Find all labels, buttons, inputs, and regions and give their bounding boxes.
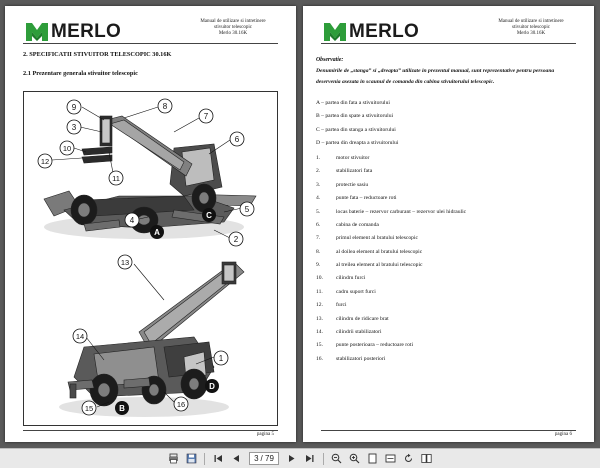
callout-1	[214, 351, 228, 365]
position-item: D – partea din dreapta a stivuitorului	[316, 139, 399, 146]
list-item-label: punte posterioara – reductoare roti	[336, 342, 414, 349]
callout-number: 14	[75, 332, 85, 341]
header-line: Merlo 30.16K	[516, 31, 546, 36]
telehandler-illustration	[24, 92, 279, 427]
zoom-in-icon[interactable]	[349, 453, 361, 465]
page-number-field[interactable]	[249, 452, 279, 465]
callout-6	[230, 132, 244, 146]
callout-number: 13	[120, 258, 130, 267]
list-item-label: furci	[336, 302, 347, 309]
callout-letter: C	[206, 211, 212, 220]
print-icon[interactable]	[167, 453, 179, 465]
telehandler-figure	[23, 91, 278, 426]
list-item-label: cilindru furci	[336, 275, 366, 282]
telehandler-top-view	[44, 116, 256, 239]
save-icon[interactable]	[185, 453, 197, 465]
header-line: Manual de utilizare si intretinere	[200, 19, 266, 24]
header-line: Merlo 30.16K	[218, 31, 248, 36]
page-number: pagina 6	[554, 432, 572, 437]
brand-name: MERLO	[51, 21, 122, 42]
first-page-icon[interactable]	[212, 453, 224, 465]
list-item-number: 9.	[316, 262, 321, 268]
subsection-title: 2.1 Prezentare generala stivuitor telescopic	[23, 70, 138, 77]
list-item	[316, 182, 466, 195]
next-page-icon[interactable]	[286, 453, 298, 465]
merlo-logo-icon	[25, 22, 49, 42]
list-item-label: stabilizatori fata	[336, 168, 373, 175]
list-item-number: 16.	[316, 355, 323, 362]
list-item-number: 7.	[316, 235, 321, 242]
list-item	[316, 235, 466, 248]
callout-letter: A	[154, 228, 160, 237]
list-item-number: 6.	[316, 221, 321, 228]
dual-page-icon[interactable]	[421, 453, 433, 465]
merlo-logo	[323, 21, 419, 43]
letter-d-badge	[205, 379, 219, 393]
list-item-number: 4.	[316, 195, 321, 202]
total-pages: / 79	[260, 454, 274, 463]
toolbar-divider	[323, 453, 324, 465]
header-line: stivuitor telescopic	[512, 25, 550, 30]
callout-letter: D	[209, 382, 215, 391]
list-item	[316, 302, 466, 315]
callout-number: 6	[234, 135, 240, 144]
callout-number: 1	[218, 354, 224, 363]
callout-5	[240, 202, 254, 216]
callout-11	[109, 171, 123, 185]
list-item-label: cilindru de ridicare brat	[336, 315, 389, 322]
list-item-label: motor stivuitor	[336, 155, 370, 161]
list-item-label: stabilizatori posteriori	[336, 355, 386, 362]
list-item-number: 2.	[316, 168, 321, 175]
callout-13	[118, 255, 132, 269]
callout-15	[82, 401, 96, 415]
list-item	[316, 168, 466, 181]
rotate-icon[interactable]	[403, 453, 415, 465]
merlo-logo	[25, 21, 121, 43]
list-item	[316, 222, 466, 235]
prev-page-icon[interactable]	[230, 453, 242, 465]
header-divider	[23, 43, 278, 44]
list-item-number: 13.	[316, 315, 323, 322]
list-item-label: cadru suport furci	[336, 288, 376, 295]
list-item-label: al doilea element al bratului telescopic	[336, 248, 423, 255]
list-item	[316, 275, 466, 288]
callout-number: 15	[84, 404, 94, 413]
list-item-number: 8.	[316, 248, 321, 255]
current-page-input[interactable]: 3	[254, 454, 259, 463]
callout-number: 4	[129, 216, 135, 225]
callout-10	[60, 141, 74, 155]
list-item-number: 3.	[316, 181, 321, 188]
list-item-number: 5.	[316, 208, 321, 215]
fit-width-icon[interactable]	[385, 453, 397, 465]
toolbar-divider	[204, 453, 205, 465]
merlo-logo-icon	[323, 22, 347, 42]
section-title: 2. SPECIFICATII STIVUITOR TELESCOPIC 30.16K	[23, 51, 172, 58]
list-item-number: 10.	[316, 275, 323, 282]
list-item-number: 1.	[316, 155, 321, 161]
callout-16	[174, 397, 188, 411]
page-number: pagina 5	[256, 432, 274, 437]
list-item-label: cilindrii stabilizatori	[336, 328, 382, 335]
list-item-label: punte fata – reductoare roti	[336, 195, 397, 202]
list-item	[316, 289, 466, 302]
callout-number: 10	[62, 144, 72, 153]
list-item-number: 11.	[316, 288, 323, 295]
header-divider	[321, 43, 576, 44]
fit-page-icon[interactable]	[367, 453, 379, 465]
page-left	[5, 6, 296, 442]
list-item-number: 14.	[316, 328, 323, 335]
callout-3	[67, 120, 81, 134]
list-item	[316, 249, 466, 262]
letter-c-badge	[202, 208, 216, 222]
list-item-label: protectie sasiu	[336, 181, 369, 188]
header-line: stivuitor telescopic	[214, 25, 252, 30]
page-header-info	[188, 19, 278, 37]
letter-a-badge	[150, 225, 164, 239]
list-item-label: al treilea element al bratului telescopic	[336, 262, 423, 268]
observation-title: Observatie:	[316, 57, 344, 63]
footer-divider	[23, 430, 278, 431]
observation-text: Denumirile de „stanga” si „dreapta” utilizate in prezentul manual, sunt reprezentative pentru persoana deservenia asezata in scaunul de comanda din cabina stivuitorului telescopic.	[316, 68, 555, 85]
callout-4	[125, 213, 139, 227]
list-item	[316, 209, 466, 222]
callout-2	[229, 232, 243, 246]
list-item	[316, 262, 466, 275]
callout-number: 3	[71, 123, 77, 132]
callout-letter: B	[119, 404, 125, 413]
callout-8	[158, 99, 172, 113]
list-item-number: 15.	[316, 342, 323, 349]
page-right	[303, 6, 594, 442]
list-item	[316, 342, 466, 355]
callout-9	[67, 100, 81, 114]
position-item: A – partea din fata a stivuitorului	[316, 100, 390, 106]
position-list	[316, 100, 398, 153]
callout-number: 16	[176, 400, 186, 409]
list-item-label: primul element al bratului telescopic	[336, 235, 419, 242]
list-item	[316, 356, 466, 369]
last-page-icon[interactable]	[304, 453, 316, 465]
list-item	[316, 329, 466, 342]
component-list	[316, 155, 466, 369]
callout-number: 12	[40, 157, 50, 166]
brand-name: MERLO	[349, 21, 420, 42]
list-item	[316, 195, 466, 208]
position-item: B – partea din spate a stivuitorului	[316, 113, 394, 120]
list-item-label: cabina de comanda	[336, 221, 379, 228]
viewer-toolbar	[0, 448, 600, 468]
position-item: C – partea din stanga a stivuitorului	[316, 126, 396, 133]
list-item-number: 12.	[316, 302, 323, 309]
callout-number: 5	[244, 205, 250, 214]
callout-14	[73, 329, 87, 343]
list-item	[316, 155, 466, 168]
list-item-label: locas baterie – rezervor carburant – rezervor ulei hidraulic	[336, 208, 467, 215]
zoom-out-icon[interactable]	[331, 453, 343, 465]
footer-divider	[321, 430, 576, 431]
callout-number: 2	[233, 235, 239, 244]
letter-b-badge	[115, 401, 129, 415]
page-header-info	[486, 19, 576, 37]
header-line: Manual de utilizare si intretinere	[498, 19, 564, 24]
callout-number: 11	[112, 174, 120, 183]
callout-number: 7	[203, 112, 209, 121]
callout-number: 9	[71, 103, 77, 112]
callout-7	[199, 109, 213, 123]
list-item	[316, 316, 466, 329]
callout-12	[38, 154, 52, 168]
callout-number: 8	[162, 102, 168, 111]
